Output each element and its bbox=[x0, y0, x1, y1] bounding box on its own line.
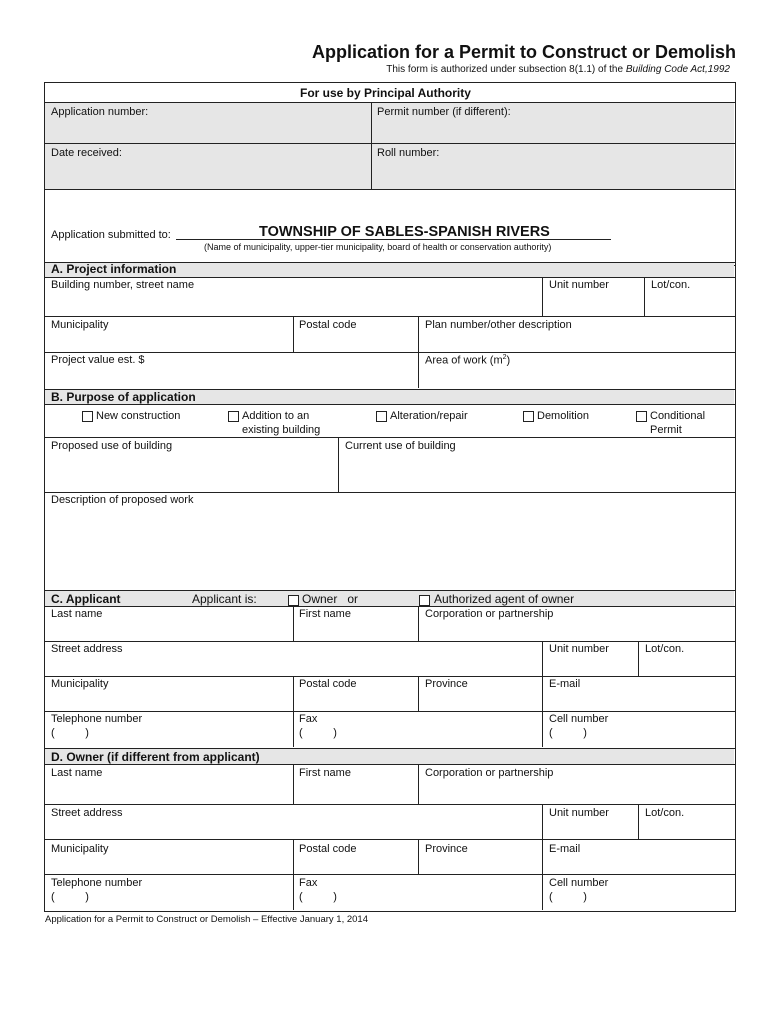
submitted-to-label: Application submitted to: bbox=[51, 229, 171, 241]
divider bbox=[638, 804, 639, 839]
d-lot-con-label: Lot/con. bbox=[645, 807, 685, 819]
c-first-name-label: First name bbox=[299, 608, 351, 620]
c-corporation-label: Corporation or partnership bbox=[425, 608, 554, 620]
divider bbox=[418, 839, 419, 874]
form-subtitle bbox=[0, 64, 730, 75]
d-cell-label: Cell number bbox=[549, 877, 609, 889]
d-cell-paren: ( ) bbox=[549, 891, 587, 903]
demolition-label: Demolition bbox=[537, 410, 589, 422]
municipality-label: Municipality bbox=[51, 319, 109, 331]
divider bbox=[293, 839, 294, 910]
roll-number-label: Roll number: bbox=[377, 147, 440, 159]
divider bbox=[44, 839, 735, 840]
new-construction-checkbox[interactable] bbox=[82, 411, 93, 422]
divider bbox=[293, 764, 294, 804]
divider bbox=[542, 641, 543, 676]
project-value-label: Project value est. $ bbox=[51, 354, 145, 366]
d-corporation-label: Corporation or partnership bbox=[425, 767, 554, 779]
section-a-heading: A. Project information bbox=[51, 262, 177, 276]
divider bbox=[542, 804, 543, 839]
divider bbox=[44, 437, 735, 438]
section-b-heading: B. Purpose of application bbox=[51, 390, 196, 404]
building-number-label: Building number, street name bbox=[51, 279, 195, 291]
c-cell-paren: ( ) bbox=[549, 727, 587, 739]
divider bbox=[44, 404, 735, 405]
divider bbox=[44, 874, 735, 875]
addition-label: Addition to an bbox=[242, 410, 310, 422]
divider bbox=[418, 316, 419, 388]
current-use-label: Current use of building bbox=[345, 440, 456, 452]
area-sup: 2 bbox=[502, 354, 507, 361]
d-fax-label: Fax bbox=[299, 877, 318, 889]
divider bbox=[44, 143, 735, 144]
d-telephone-paren: ( ) bbox=[51, 891, 89, 903]
permit-number-label: Permit number (if different): bbox=[377, 106, 511, 118]
divider bbox=[44, 492, 735, 493]
c-telephone-paren: ( ) bbox=[51, 727, 89, 739]
divider bbox=[44, 606, 735, 607]
section-d-heading: D. Owner (if different from applicant) bbox=[51, 750, 260, 764]
divider bbox=[293, 676, 294, 747]
alteration-label: Alteration/repair bbox=[390, 410, 468, 422]
divider bbox=[44, 641, 735, 642]
d-unit-number-label: Unit number bbox=[549, 807, 609, 819]
divider bbox=[338, 437, 339, 492]
lot-con-label: Lot/con. bbox=[651, 279, 691, 291]
d-telephone-label: Telephone number bbox=[51, 877, 143, 889]
divider bbox=[44, 102, 735, 103]
divider bbox=[542, 277, 543, 316]
c-postal-code-label: Postal code bbox=[299, 678, 357, 690]
authority-heading: For use by Principal Authority bbox=[300, 86, 471, 100]
proposed-use-label: Proposed use of building bbox=[51, 440, 173, 452]
conditional-label-2: Permit bbox=[650, 424, 682, 436]
divider bbox=[371, 102, 372, 189]
d-municipality-label: Municipality bbox=[51, 843, 109, 855]
section-c-heading: C. Applicant bbox=[51, 592, 121, 606]
divider bbox=[418, 676, 419, 711]
application-number-label: Application number: bbox=[51, 106, 149, 118]
divider bbox=[638, 641, 639, 676]
municipality-note: (Name of municipality, upper-tier municipality, board of health or conservation authority) bbox=[204, 242, 552, 252]
area-of-work-label bbox=[425, 354, 510, 367]
divider bbox=[44, 189, 735, 190]
c-fax-label: Fax bbox=[299, 713, 318, 725]
area-text-end: ) bbox=[506, 354, 511, 367]
divider bbox=[44, 352, 735, 353]
demolition-checkbox[interactable] bbox=[523, 411, 534, 422]
divider bbox=[44, 676, 735, 677]
c-email-label: E-mail bbox=[549, 678, 581, 690]
unit-number-label: Unit number bbox=[549, 279, 609, 291]
plan-number-label: Plan number/other description bbox=[425, 319, 572, 331]
c-telephone-label: Telephone number bbox=[51, 713, 143, 725]
section-d-grid bbox=[44, 748, 736, 912]
c-street-address-label: Street address bbox=[51, 643, 123, 655]
d-last-name-label: Last name bbox=[51, 767, 103, 779]
owner-label: Owner or bbox=[302, 592, 359, 606]
c-unit-number-label: Unit number bbox=[549, 643, 609, 655]
new-construction-label: New construction bbox=[96, 410, 181, 422]
d-fax-paren: ( ) bbox=[299, 891, 337, 903]
c-fax-paren: ( ) bbox=[299, 727, 337, 739]
divider bbox=[293, 606, 294, 641]
divider bbox=[293, 316, 294, 352]
d-email-label: E-mail bbox=[549, 843, 581, 855]
d-postal-code-label: Postal code bbox=[299, 843, 357, 855]
postal-code-label: Postal code bbox=[299, 319, 357, 331]
divider bbox=[44, 711, 735, 712]
c-lot-con-label: Lot/con. bbox=[645, 643, 685, 655]
description-label: Description of proposed work bbox=[51, 494, 194, 506]
subtitle-text: This form is authorized under subsection 8(1.1) of the bbox=[386, 64, 626, 75]
c-cell-label: Cell number bbox=[549, 713, 609, 725]
addition-label-2: existing building bbox=[242, 424, 321, 436]
divider bbox=[644, 277, 645, 316]
divider bbox=[542, 839, 543, 910]
divider bbox=[44, 277, 735, 278]
form-footer: Application for a Permit to Construct or Demolish – Effective January 1, 2014 bbox=[45, 914, 368, 925]
c-last-name-label: Last name bbox=[51, 608, 103, 620]
form-title: Application for a Permit to Construct or Demolish bbox=[311, 42, 736, 62]
subtitle-act: Building Code Act,1992 bbox=[625, 64, 730, 75]
addition-checkbox[interactable] bbox=[228, 411, 239, 422]
divider bbox=[418, 764, 419, 804]
divider bbox=[418, 606, 419, 641]
area-text: Area of work (m bbox=[425, 354, 503, 367]
municipality-name[interactable]: TOWNSHIP OF SABLES-SPANISH RIVERS bbox=[259, 224, 550, 240]
applicant-is-label: Applicant is: bbox=[192, 592, 257, 606]
alteration-checkbox[interactable] bbox=[376, 411, 387, 422]
divider bbox=[44, 764, 735, 765]
d-first-name-label: First name bbox=[299, 767, 351, 779]
agent-label: Authorized agent of owner bbox=[434, 592, 575, 606]
c-municipality-label: Municipality bbox=[51, 678, 109, 690]
date-received-label: Date received: bbox=[51, 147, 122, 159]
divider bbox=[44, 804, 735, 805]
divider bbox=[44, 316, 735, 317]
section-c-grid bbox=[44, 590, 736, 749]
divider bbox=[542, 676, 543, 747]
d-street-address-label: Street address bbox=[51, 807, 123, 819]
conditional-label: Conditional bbox=[650, 410, 706, 422]
c-province-label: Province bbox=[425, 678, 468, 690]
conditional-permit-checkbox[interactable] bbox=[636, 411, 647, 422]
d-province-label: Province bbox=[425, 843, 468, 855]
